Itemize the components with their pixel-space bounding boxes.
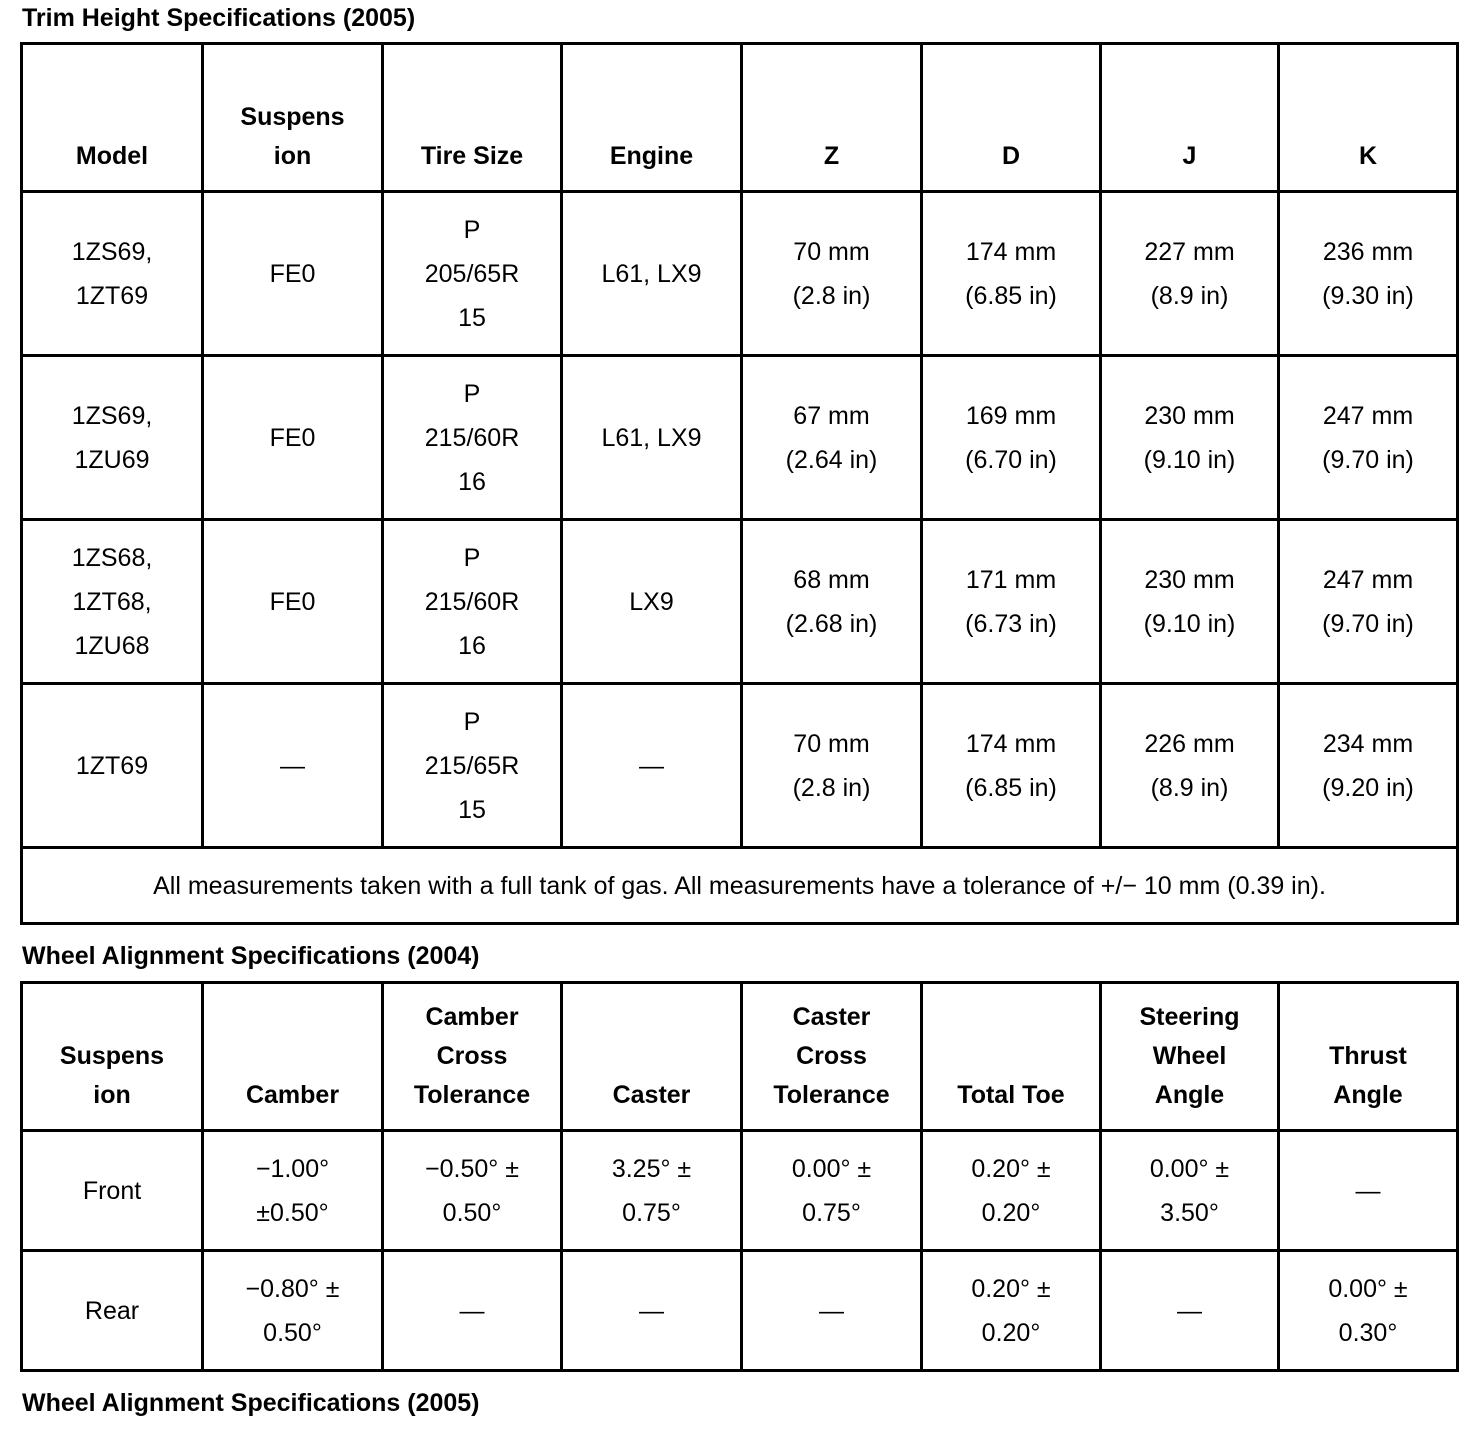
cell-line: 15 <box>458 795 486 824</box>
cell-line: 205/65R <box>424 259 520 288</box>
cell-line: L61, LX9 <box>601 423 702 452</box>
table-cell <box>203 1131 383 1251</box>
cell-line: 215/60R <box>424 587 520 616</box>
cell-line: — <box>639 1296 664 1325</box>
cell-line: ±0.50° <box>256 1198 329 1227</box>
table-cell <box>1101 356 1279 520</box>
cell-line: 227 mm <box>1144 237 1235 266</box>
table-cell <box>383 356 562 520</box>
cell-line: L61, LX9 <box>601 259 702 288</box>
table-cell <box>562 684 742 848</box>
cell-line: 1ZU69 <box>74 445 150 474</box>
cell-line: ion <box>273 142 312 170</box>
cell-line: Caster <box>612 1081 691 1109</box>
table-cell <box>922 1251 1101 1371</box>
cell-line: FE0 <box>269 587 316 616</box>
cell-line: 1ZT69 <box>75 751 149 780</box>
cell-line: Tire Size <box>420 142 524 170</box>
table-cell <box>383 684 562 848</box>
cell-line: Suspens <box>59 1042 165 1070</box>
cell-line: (8.9 in) <box>1150 281 1229 310</box>
wheel-alignment-2004-title: Wheel Alignment Specifications (2004) <box>22 942 480 970</box>
cell-line: 70 mm <box>793 729 870 758</box>
cell-line: — <box>459 1296 485 1325</box>
table-cell <box>742 192 922 356</box>
cell-line: 174 mm <box>965 729 1057 758</box>
table-cell <box>203 520 383 684</box>
table-cell <box>742 1131 922 1251</box>
table-cell <box>203 1251 383 1371</box>
table-cell <box>922 684 1101 848</box>
cell-line: 0.20° ± <box>971 1274 1051 1303</box>
cell-line: 1ZT69 <box>75 281 149 310</box>
cell-line: 0.30° <box>1338 1318 1398 1347</box>
table-cell <box>1101 684 1279 848</box>
cell-line: (6.85 in) <box>965 281 1057 310</box>
cell-line: (6.73 in) <box>965 609 1057 638</box>
cell-line: — <box>1177 1296 1202 1325</box>
trim-height-title: Trim Height Specifications (2005) <box>22 4 416 32</box>
cell-line: 236 mm <box>1322 237 1414 266</box>
table-cell <box>562 192 742 356</box>
cell-line: — <box>819 1296 844 1325</box>
cell-line: (9.10 in) <box>1143 445 1236 474</box>
cell-line: — <box>1355 1176 1381 1205</box>
cell-line: 1ZU68 <box>74 631 150 660</box>
cell-line: Camber <box>245 1081 340 1109</box>
table-row <box>22 192 1458 356</box>
cell-line: FE0 <box>269 423 316 452</box>
cell-line: Tolerance <box>773 1081 890 1109</box>
column-header <box>562 44 742 192</box>
header-row <box>22 983 1458 1131</box>
cell-line: Angle <box>1333 1081 1403 1109</box>
table-cell <box>22 520 203 684</box>
cell-line: 230 mm <box>1144 401 1235 430</box>
cell-line: Tolerance <box>413 1081 531 1109</box>
wheel-alignment-2004-table <box>20 981 1459 1372</box>
table-cell <box>742 520 922 684</box>
column-header <box>1279 44 1458 192</box>
cell-line: 215/65R <box>424 751 520 780</box>
cell-line: 3.25° ± <box>611 1154 692 1183</box>
cell-line: 16 <box>458 631 486 660</box>
column-header <box>922 44 1101 192</box>
table-cell <box>1279 684 1458 848</box>
cell-line: Total Toe <box>957 1081 1065 1109</box>
cell-line: 0.75° <box>802 1198 861 1227</box>
cell-line: Camber <box>425 1003 519 1031</box>
table-cell <box>1279 1131 1458 1251</box>
column-header <box>922 983 1101 1131</box>
table-cell <box>1101 520 1279 684</box>
trim-height-table <box>20 42 1459 925</box>
cell-line: 1ZS69, <box>71 401 153 430</box>
table-cell <box>383 1131 562 1251</box>
cell-line: FE0 <box>269 259 316 288</box>
cell-line: 70 mm <box>793 237 870 266</box>
cell-line: Engine <box>609 142 694 170</box>
column-header <box>742 983 922 1131</box>
cell-line: 0.00° ± <box>1149 1154 1230 1183</box>
table-cell <box>383 192 562 356</box>
cell-line: (6.85 in) <box>965 773 1057 802</box>
table-cell <box>742 684 922 848</box>
cell-line: 215/60R <box>424 423 520 452</box>
column-header <box>1101 983 1279 1131</box>
cell-line: 67 mm <box>793 401 870 430</box>
cell-line: P <box>463 215 481 244</box>
table-cell <box>203 356 383 520</box>
cell-line: 0.75° <box>622 1198 681 1227</box>
cell-line: Wheel <box>1152 1042 1227 1070</box>
column-header <box>22 983 203 1131</box>
table-cell <box>203 192 383 356</box>
cell-line: −0.50° ± <box>425 1154 519 1183</box>
table-cell <box>562 1131 742 1251</box>
table-cell <box>922 356 1101 520</box>
table-cell <box>922 192 1101 356</box>
column-header <box>22 44 203 192</box>
table-row <box>22 1131 1458 1251</box>
cell-line: — <box>280 751 305 780</box>
table-cell <box>1279 1251 1458 1371</box>
cell-line: 0.50° <box>442 1198 502 1227</box>
column-header <box>203 44 383 192</box>
note-row <box>22 848 1458 924</box>
cell-line: 15 <box>458 303 486 332</box>
table-cell <box>1101 1251 1279 1371</box>
cell-line: J <box>1182 142 1197 170</box>
cell-line: (9.30 in) <box>1322 281 1414 310</box>
cell-line: P <box>463 379 481 408</box>
cell-line: −0.80° ± <box>245 1274 340 1303</box>
table-cell <box>22 684 203 848</box>
table-cell <box>922 520 1101 684</box>
cell-line: 0.50° <box>263 1318 322 1347</box>
table-cell <box>562 356 742 520</box>
cell-line: 0.20° <box>981 1198 1041 1227</box>
table-cell <box>922 1131 1101 1251</box>
cell-line: LX9 <box>629 587 674 616</box>
column-header <box>742 44 922 192</box>
cell-line: −1.00° <box>255 1154 330 1183</box>
cell-line: 0.20° <box>981 1318 1041 1347</box>
column-header <box>383 983 562 1131</box>
table-cell <box>1101 1131 1279 1251</box>
cell-line: 234 mm <box>1322 729 1414 758</box>
cell-line: P <box>463 543 481 572</box>
cell-line: (2.8 in) <box>792 281 871 310</box>
cell-line: 226 mm <box>1144 729 1235 758</box>
cell-line: 0.00° ± <box>1328 1274 1408 1303</box>
cell-line: Caster <box>792 1003 871 1031</box>
table-cell <box>22 356 203 520</box>
column-header <box>562 983 742 1131</box>
cell-line: 169 mm <box>965 401 1057 430</box>
table-row <box>22 356 1458 520</box>
cell-line: Angle <box>1154 1081 1225 1109</box>
column-header <box>383 44 562 192</box>
cell-line: (2.8 in) <box>792 773 871 802</box>
column-header <box>203 983 383 1131</box>
cell-line: — <box>639 751 664 780</box>
cell-line: Model <box>75 142 149 170</box>
cell-line: 230 mm <box>1144 565 1235 594</box>
table-note: All measurements taken with a full tank of gas. All measurements have a tolerance of +/− 10 mm (0.39 in). <box>22 848 1458 924</box>
table-cell <box>203 684 383 848</box>
table-cell <box>22 1131 203 1251</box>
cell-line: P <box>463 707 481 736</box>
cell-line: K <box>1358 142 1378 170</box>
cell-line: Cross <box>436 1042 508 1070</box>
table-row <box>22 1251 1458 1371</box>
cell-line: 16 <box>458 467 486 496</box>
cell-line: 247 mm <box>1322 565 1414 594</box>
table-cell <box>1279 520 1458 684</box>
cell-line: Z <box>823 142 840 170</box>
cell-line: 0.20° ± <box>971 1154 1051 1183</box>
table-cell <box>742 1251 922 1371</box>
table-row <box>22 684 1458 848</box>
table-cell <box>22 1251 203 1371</box>
cell-line: 247 mm <box>1322 401 1414 430</box>
cell-line: 0.00° ± <box>791 1154 872 1183</box>
cell-line: (9.70 in) <box>1322 609 1414 638</box>
cell-line: Front <box>82 1176 142 1205</box>
cell-line: 3.50° <box>1160 1198 1219 1227</box>
cell-line: Rear <box>84 1296 140 1325</box>
cell-line: Suspens <box>240 103 345 131</box>
cell-line: (9.10 in) <box>1143 609 1236 638</box>
cell-line: D <box>1001 142 1021 170</box>
table-cell <box>22 192 203 356</box>
cell-line: (2.68 in) <box>785 609 878 638</box>
header-row <box>22 44 1458 192</box>
cell-line: (8.9 in) <box>1150 773 1229 802</box>
cell-line: (9.20 in) <box>1322 773 1414 802</box>
table-cell <box>1279 192 1458 356</box>
column-header <box>1101 44 1279 192</box>
table-cell <box>1101 192 1279 356</box>
table-row <box>22 520 1458 684</box>
table-cell <box>383 520 562 684</box>
cell-line: 171 mm <box>965 565 1057 594</box>
table-cell <box>383 1251 562 1371</box>
cell-line: 68 mm <box>793 565 870 594</box>
cell-line: ion <box>93 1081 131 1109</box>
cell-line: 1ZS69, <box>71 237 153 266</box>
cell-line: (6.70 in) <box>965 445 1057 474</box>
cell-line: (2.64 in) <box>785 445 878 474</box>
table-cell <box>742 356 922 520</box>
cell-line: Cross <box>796 1042 867 1070</box>
cell-line: 1ZT68, <box>72 587 152 616</box>
cell-line: 1ZS68, <box>71 543 153 572</box>
cell-line: (9.70 in) <box>1322 445 1414 474</box>
cell-line: Thrust <box>1329 1042 1407 1070</box>
wheel-alignment-2005-title: Wheel Alignment Specifications (2005) <box>22 1389 480 1417</box>
cell-line: 174 mm <box>965 237 1057 266</box>
column-header <box>1279 983 1458 1131</box>
table-cell <box>562 1251 742 1371</box>
table-cell <box>1279 356 1458 520</box>
table-cell <box>562 520 742 684</box>
cell-line: Steering <box>1139 1003 1240 1031</box>
